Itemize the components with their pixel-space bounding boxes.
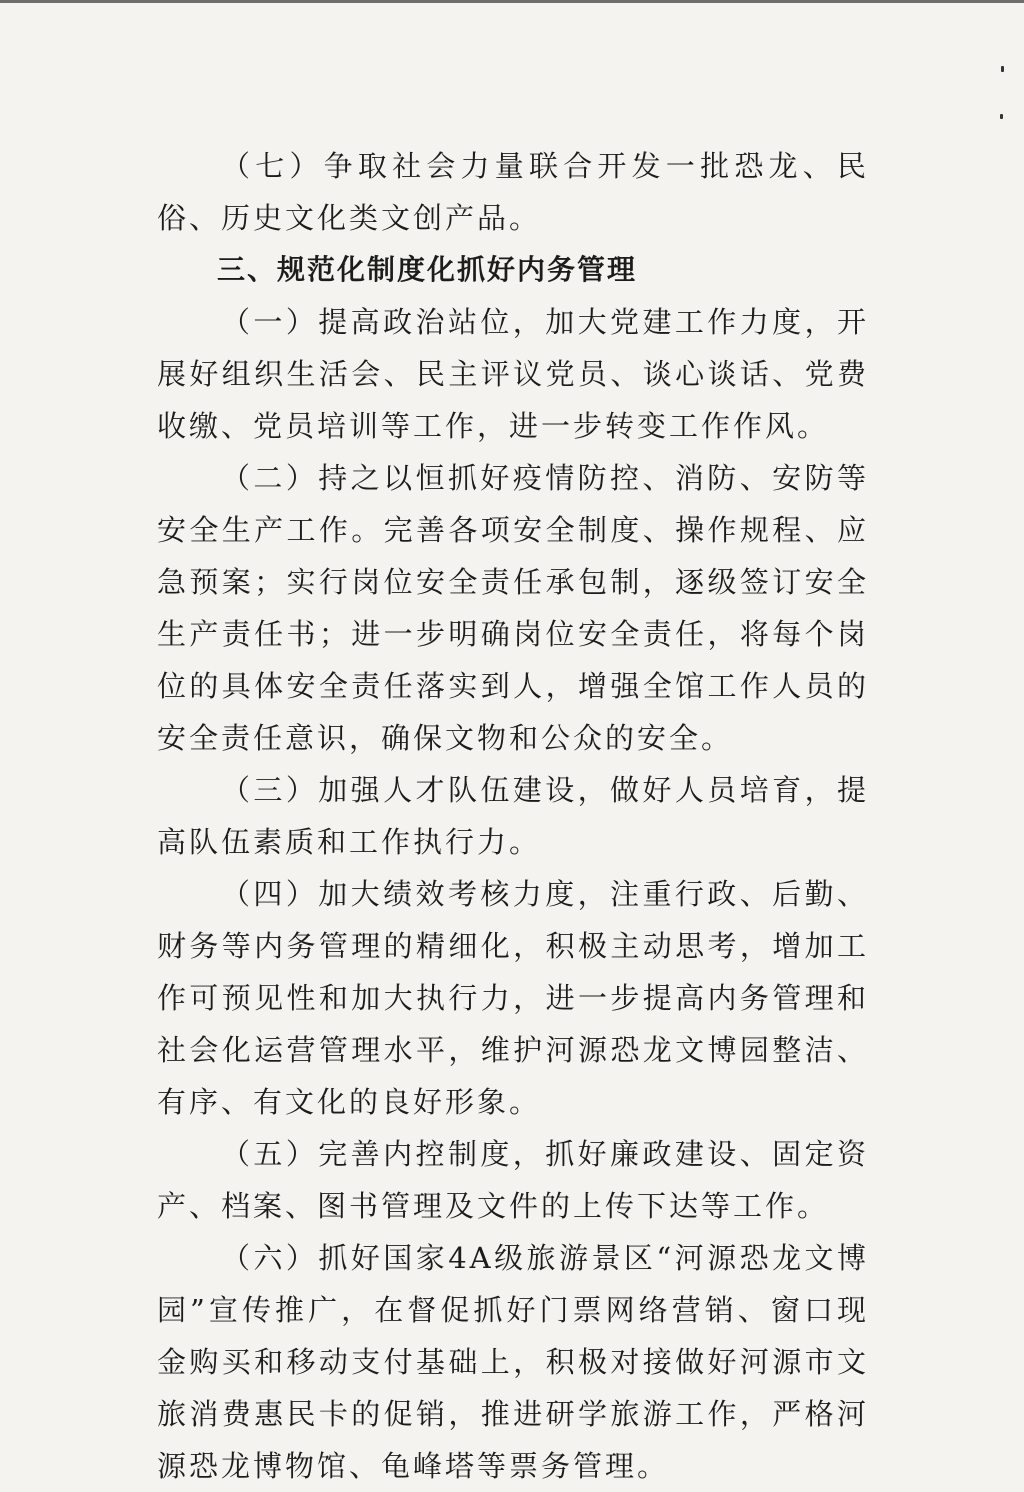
- scan-top-border: [0, 0, 1024, 3]
- section-heading-3: 三、规范化制度化抓好内务管理: [217, 253, 638, 286]
- paragraph-6-promotion: （六）抓好国家4A级旅游景区“河源恐龙文博园”宣传推广，在督促抓好门票网络营销、窗口现金购买和移动支付基础上，积极对接做好河源市文旅消费惠民卡的促销，推进研学旅游工作，严格河源恐龙博物馆、龟峰塔等票务管理。: [157, 1241, 869, 1483]
- paragraph-1-party-building: （一）提高政治站位，加大党建工作力度，开展好组织生活会、民主评议党员、谈心谈话、党费收缴、党员培训等工作，进一步转变工作作风。: [157, 305, 869, 443]
- paragraph-7-cultural-products: （七）争取社会力量联合开发一批恐龙、民俗、历史文化类文创产品。: [157, 149, 869, 235]
- paragraph-3-talent: （三）加强人才队伍建设，做好人员培育，提高队伍素质和工作执行力。: [157, 773, 869, 859]
- scan-speck: [1000, 114, 1003, 119]
- scan-speck: [1001, 66, 1004, 72]
- document-body: [157, 140, 869, 1492]
- paragraph-4-performance: （四）加大绩效考核力度，注重行政、后勤、财务等内务管理的精细化，积极主动思考，增加工作可预见性和加大执行力，进一步提高内务管理和社会化运营管理水平，维护河源恐龙文博园整洁、有序、有文化的良好形象。: [157, 877, 869, 1119]
- paragraph-5-internal-control: （五）完善内控制度，抓好廉政建设、固定资产、档案、图书管理及文件的上传下达等工作。: [157, 1137, 869, 1223]
- paragraph-2-safety: （二）持之以恒抓好疫情防控、消防、安防等安全生产工作。完善各项安全制度、操作规程、应急预案；实行岗位安全责任承包制，逐级签订安全生产责任书；进一步明确岗位安全责任，将每个岗位的具体安全责任落实到人，增强全馆工作人员的安全责任意识，确保文物和公众的安全。: [157, 461, 869, 755]
